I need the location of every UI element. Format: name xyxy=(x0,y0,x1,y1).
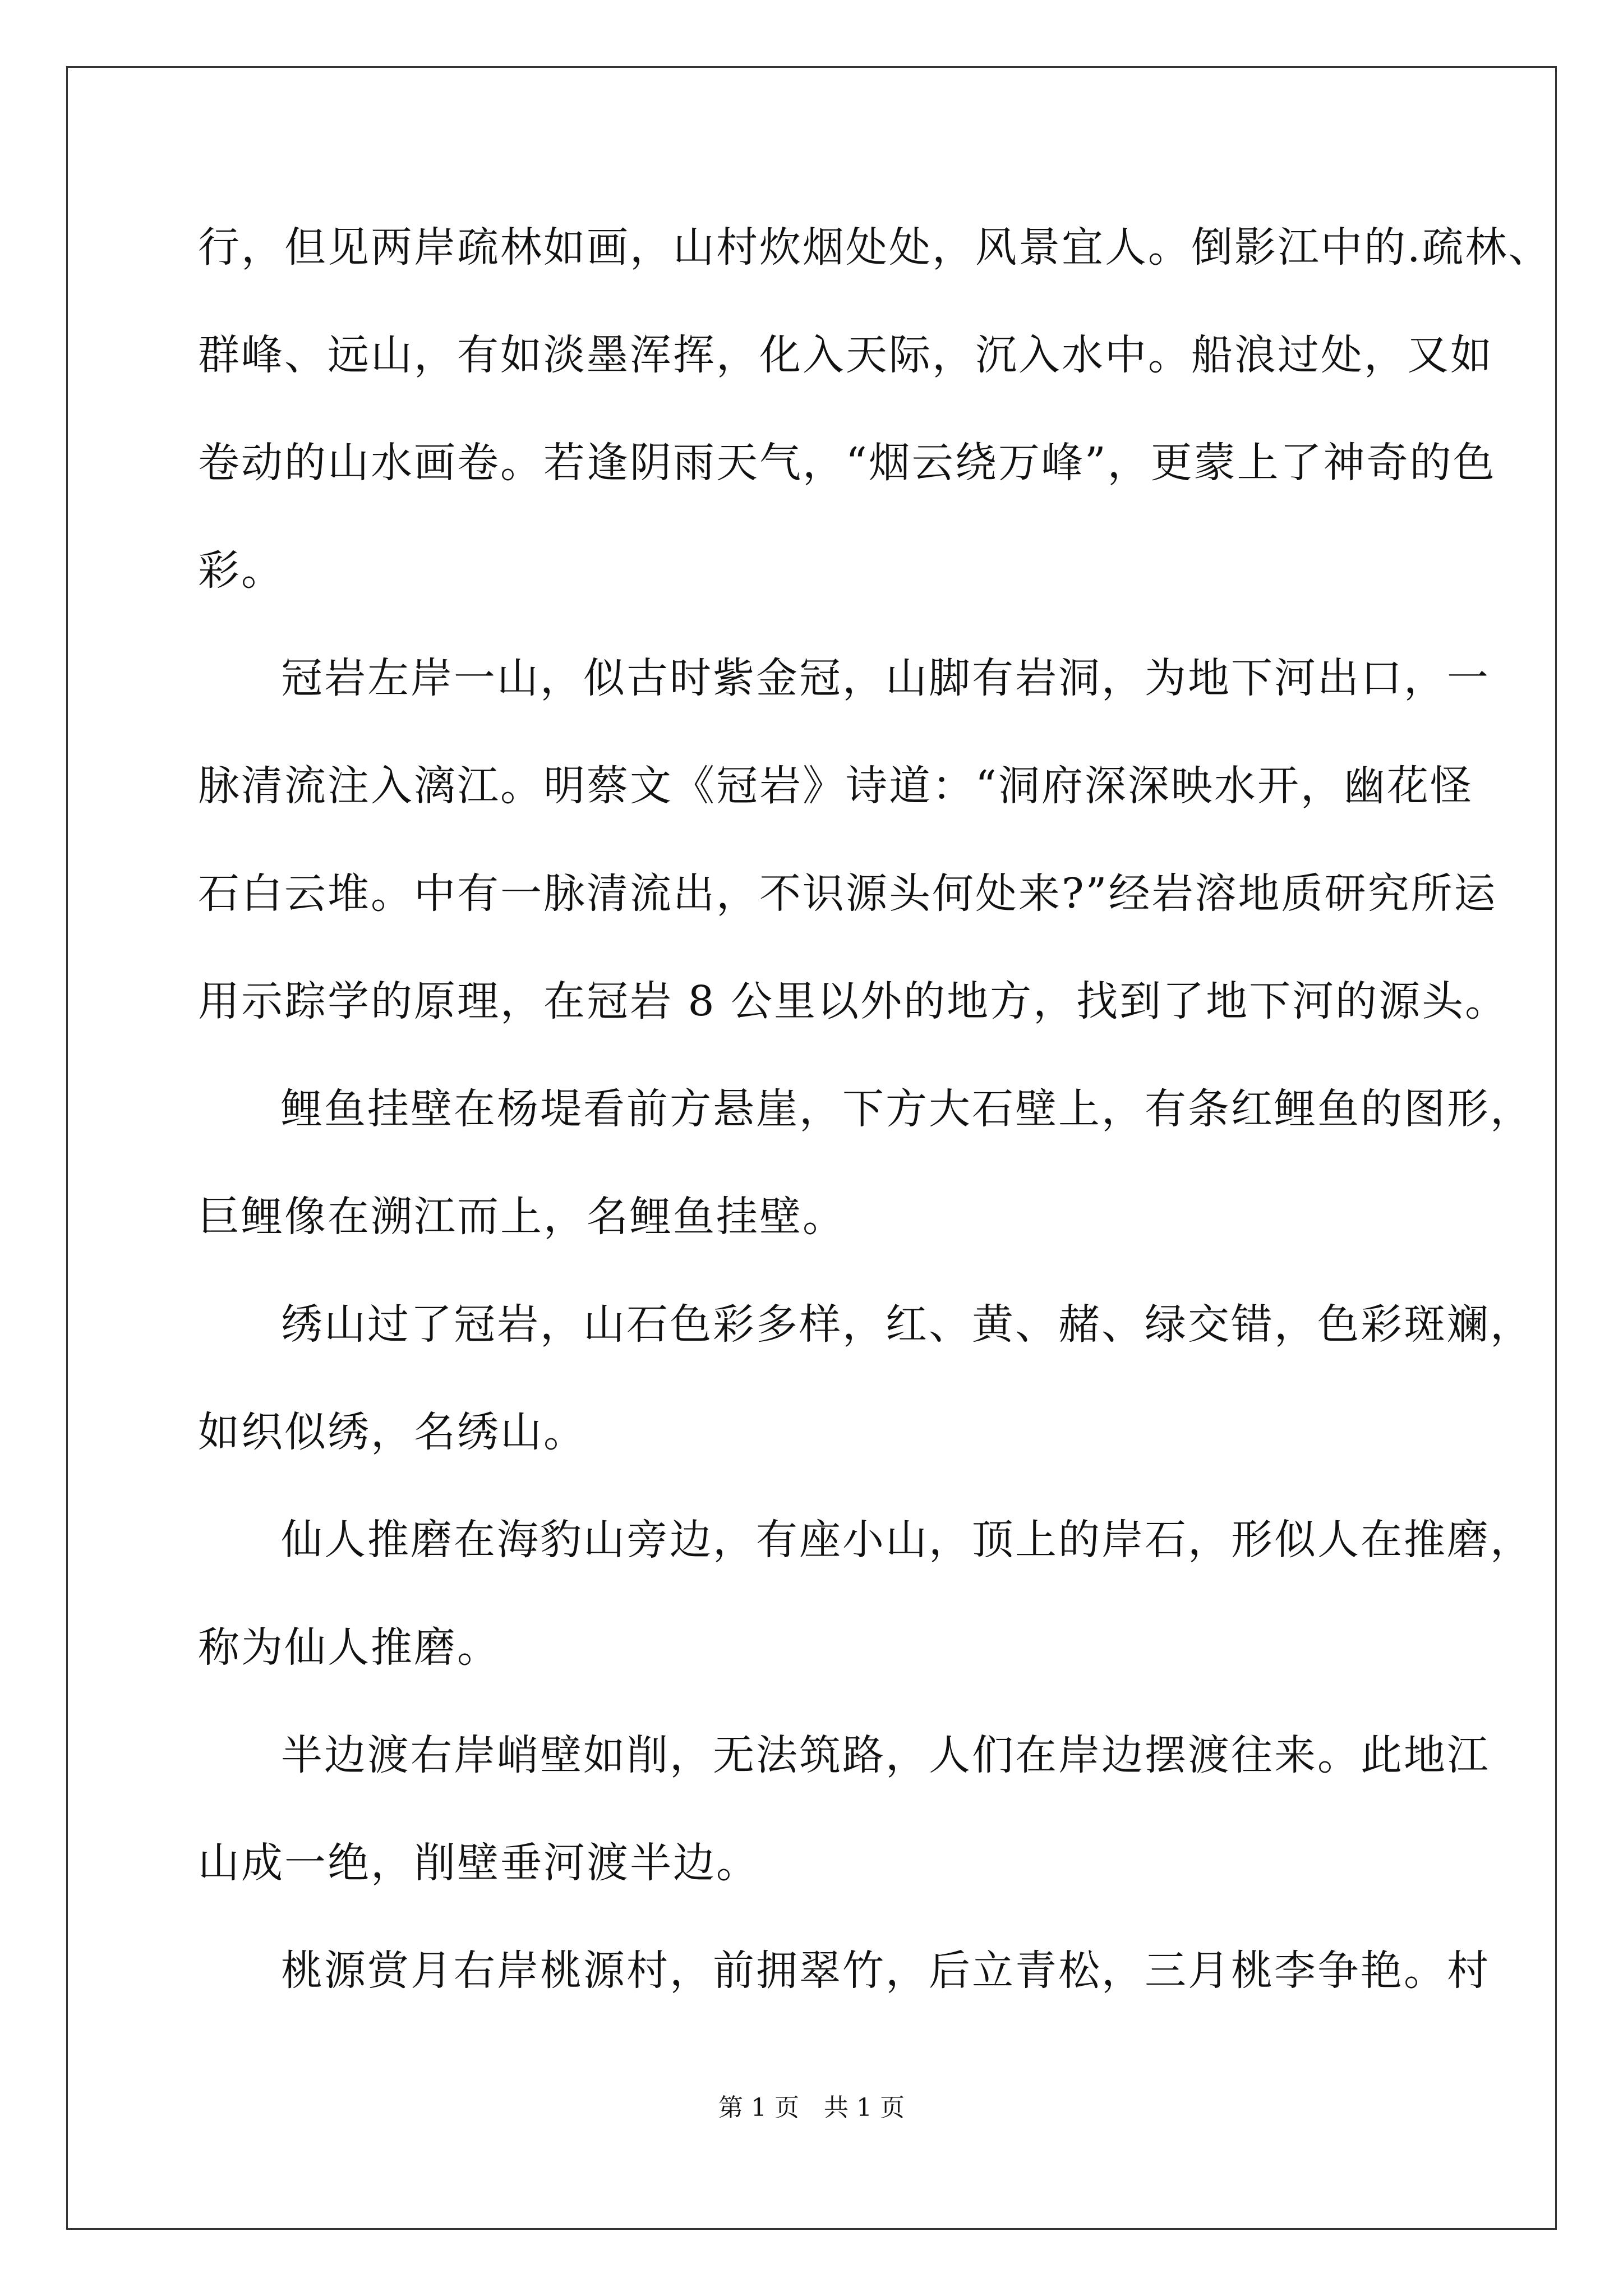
text-line: 称为仙人推磨。 xyxy=(198,1623,500,1672)
text-line: 彩。 xyxy=(198,546,284,595)
text-line: 仙人推磨在海豹山旁边，有座小山，顶上的岸石，形似人在推磨， xyxy=(281,1516,1533,1564)
text-line: 半边渡右岸峭壁如削，无法筑路，人们在岸边摆渡往来。此地江 xyxy=(281,1731,1490,1779)
text-line: 石白云堆。中有一脉清流出，不识源头何处来?”经岩溶地质研究所运 xyxy=(198,869,1497,918)
text-line: 如织似绣，名绣山。 xyxy=(198,1408,587,1456)
text-line: 绣山过了冠岩，山石色彩多样，红、黄、赭、绿交错，色彩斑斓， xyxy=(281,1300,1533,1349)
text-line: 行，但见两岸疏林如画，山村炊烟处处，风景宜人。倒影江中的.疏林、 xyxy=(198,223,1552,272)
text-line: 卷动的山水画卷。若逢阴雨天气，“烟云绕万峰”，更蒙上了神奇的色 xyxy=(198,439,1496,487)
text-line: 桃源赏月右岸桃源村，前拥翠竹，后立青松，三月桃李争艳。村 xyxy=(281,1947,1490,1995)
text-line: 用示踪学的原理，在冠岩 8 公里以外的地方，找到了地下河的源头。 xyxy=(198,977,1509,1025)
text-line: 群峰、远山，有如淡墨浑挥，化入天际，沉入水中。船浪过处，又如 xyxy=(198,331,1493,379)
text-line: 冠岩左岸一山，似古时紫金冠，山脚有岩洞，为地下河出口，一 xyxy=(281,654,1490,702)
text-line: 巨鲤像在溯江而上，名鲤鱼挂壁。 xyxy=(198,1193,846,1241)
text-line: 山成一绝，削壁垂河渡半边。 xyxy=(198,1839,759,1887)
text-line: 脉清流注入漓江。明蔡文《冠岩》诗道：“洞府深深映水开，幽花怪 xyxy=(198,762,1473,810)
page-footer: 第 1 页 共 1 页 xyxy=(718,2093,905,2122)
text-line: 鲤鱼挂壁在杨堤看前方悬崖，下方大石壁上，有条红鲤鱼的图形， xyxy=(281,1085,1533,1133)
